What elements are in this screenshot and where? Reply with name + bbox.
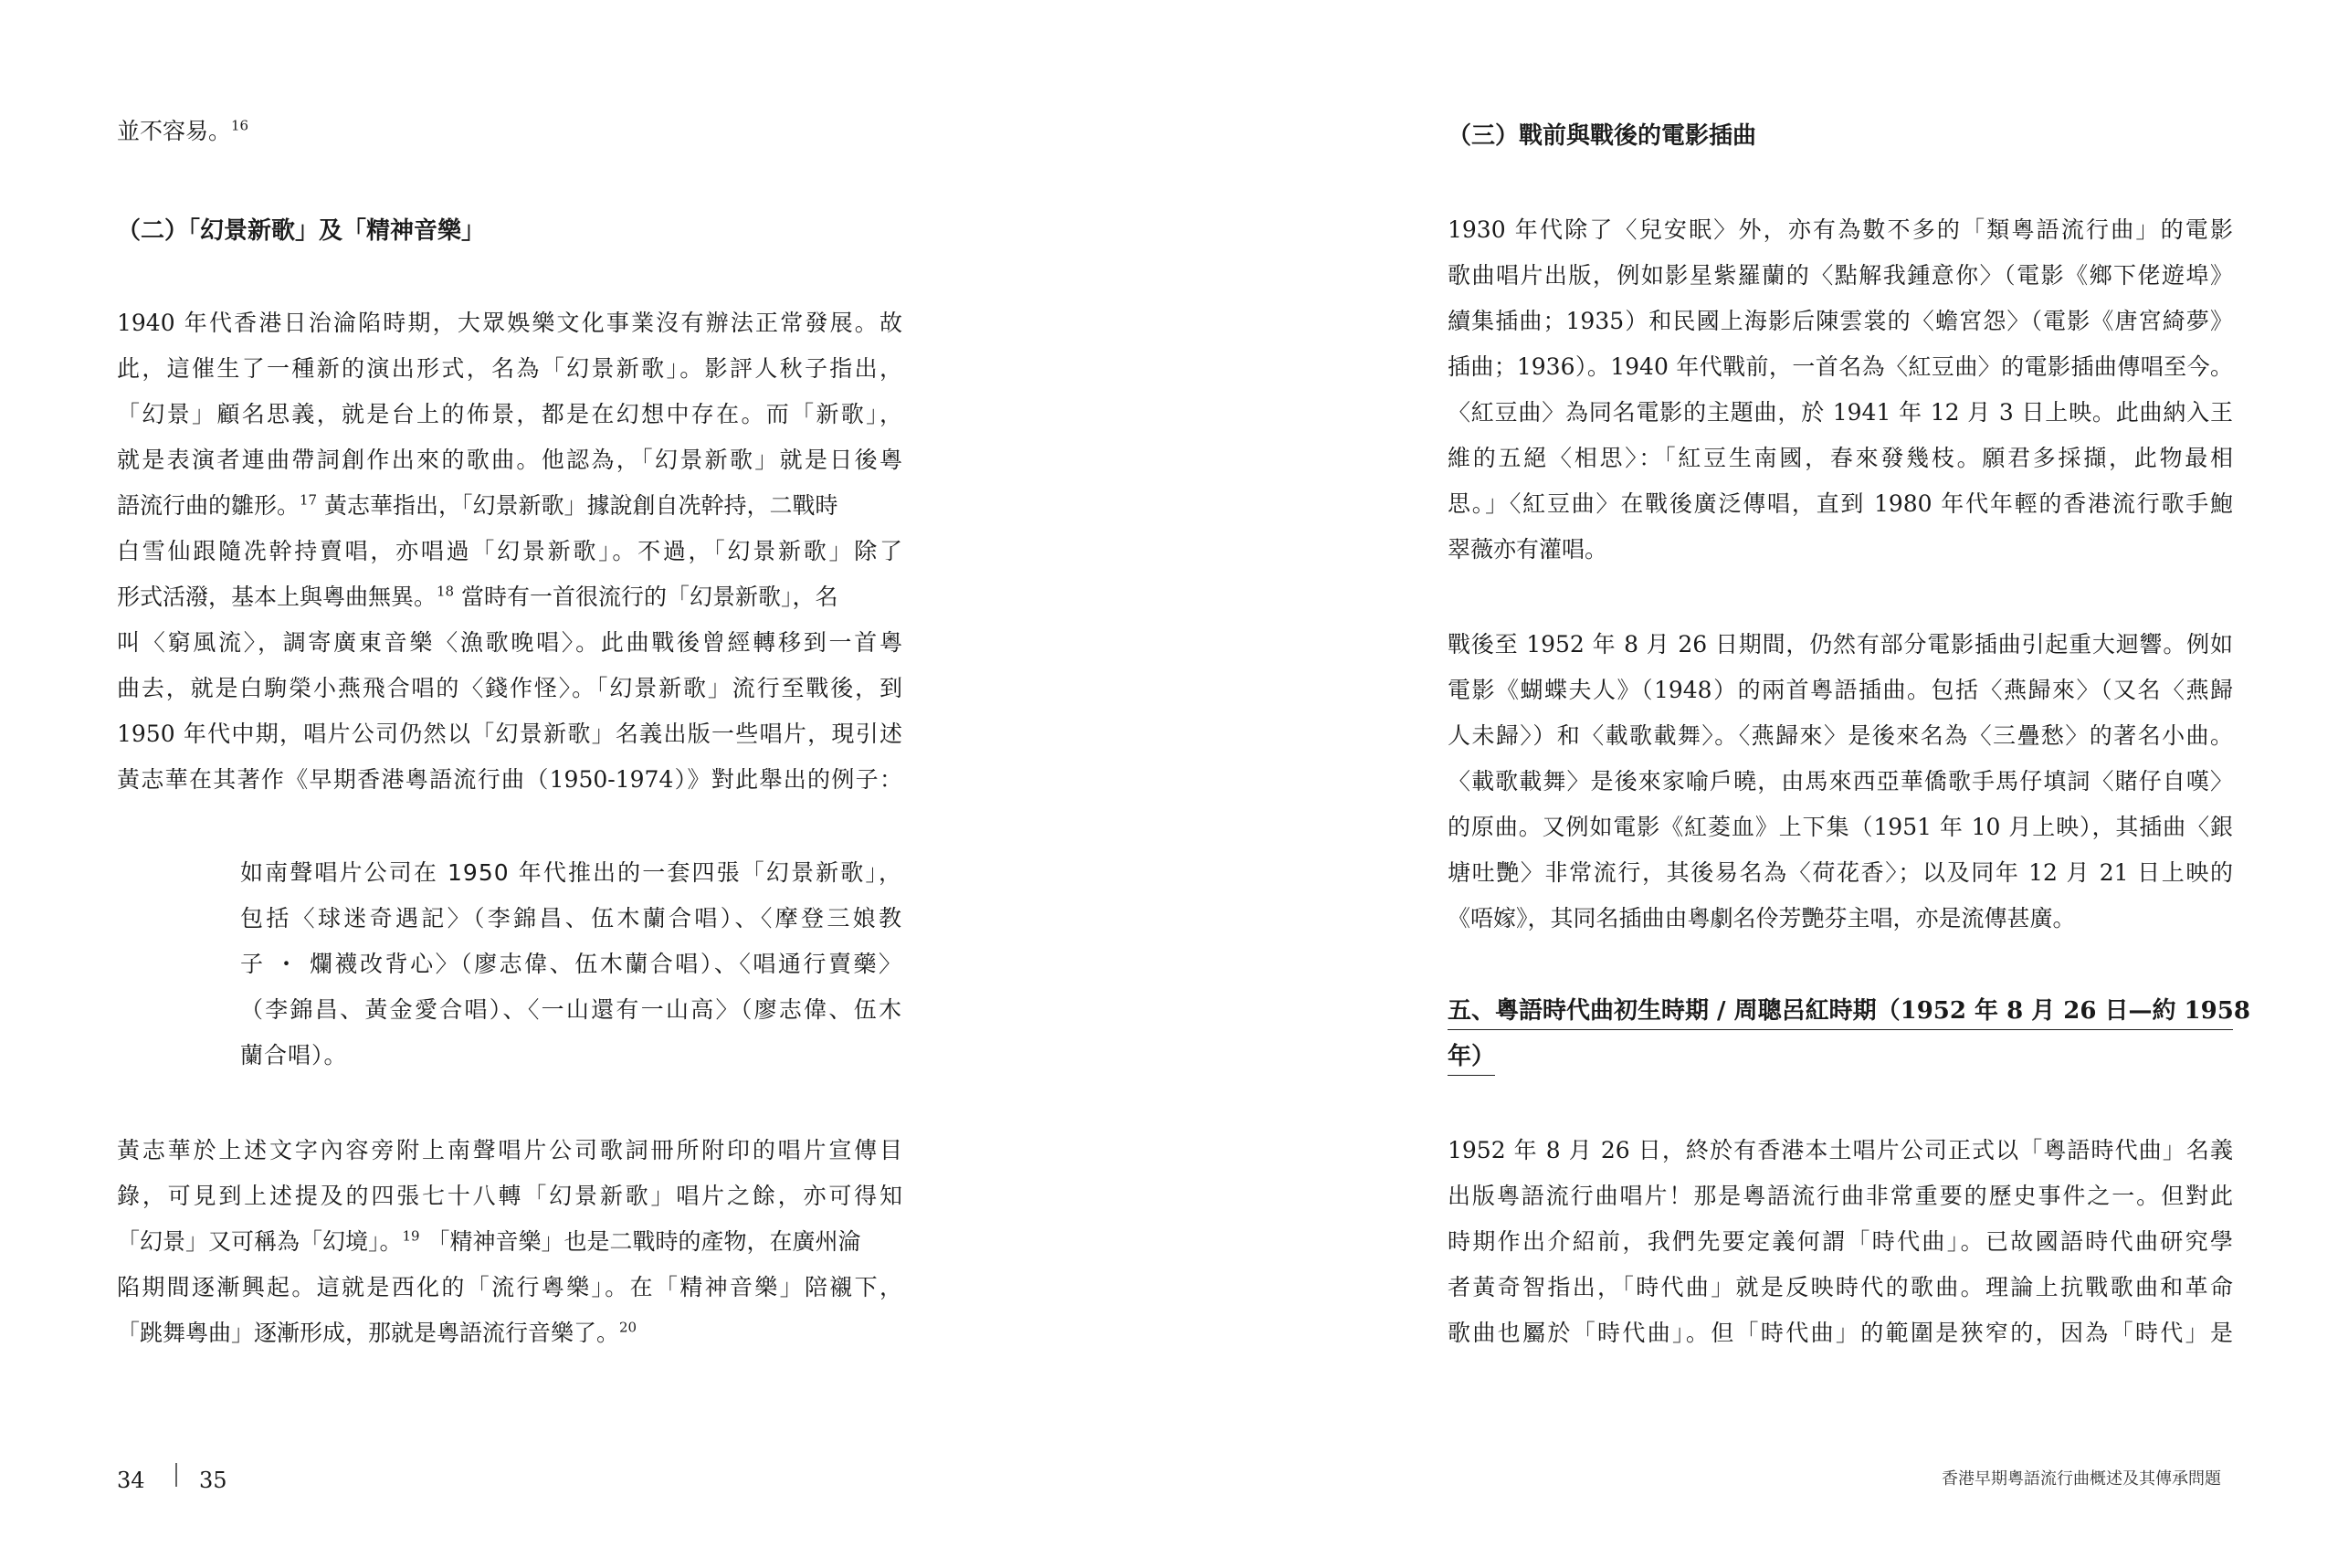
body-line: 此，這催生了一種新的演出形式，名為「幻景新歌」。影評人秋子指出， bbox=[117, 355, 902, 382]
body-line: 〈載歌載舞〉是後來家喻戶曉，由馬來西亞華僑歌手馬仔填詞〈賭仔自嘆〉 bbox=[1448, 768, 2233, 795]
body-line: 〈紅豆曲〉為同名電影的主題曲，於 1941 年 12 月 3 日上映。此曲納入王 bbox=[1448, 399, 2233, 426]
body-line: 語流行曲的雛形。$^{17}$ 黃志華指出，「幻景新歌」據說創自冼幹持，二戰時 bbox=[117, 491, 838, 519]
quote-line: 子 ・ 爛襪改背心〉（廖志偉、伍木蘭合唱）、〈唱通行賣藥〉 bbox=[240, 951, 902, 977]
quote-line: 包括〈球迷奇遇記〉（李錦昌、伍木蘭合唱）、〈摩登三娘教 bbox=[240, 905, 902, 931]
quote-line: 如南聲唱片公司在 1950 年代推出的一套四張「幻景新歌」， bbox=[240, 859, 902, 886]
footnote-ref[interactable]: 20 bbox=[619, 1319, 637, 1336]
body-line: 歌曲唱片出版，例如影星紫羅蘭的〈點解我鍾意你〉（電影《鄉下佬遊埠》 bbox=[1448, 262, 2233, 289]
folio-divider bbox=[175, 1463, 177, 1487]
body-line: 續集插曲；1935）和民國上海影后陳雲裳的〈蟾宮怨〉（電影《唐宮綺夢》 bbox=[1448, 308, 2233, 334]
body-line: 1952 年 8 月 26 日，終於有香港本土唱片公司正式以「粵語時代曲」名義 bbox=[1448, 1137, 2233, 1163]
body-line: 曲去，就是白駒榮小燕飛合唱的〈錢作怪〉。「幻景新歌」流行至戰後，到 bbox=[117, 675, 902, 701]
page-number-right: 35 bbox=[199, 1468, 227, 1493]
body-line: 「幻景」又可稱為「幻境」。$^{19}$ 「精神音樂」也是二戰時的產物，在廣州淪 bbox=[117, 1227, 861, 1255]
chapter-section-heading-cont: 年） bbox=[1448, 1041, 1495, 1076]
body-line: 戰後至 1952 年 8 月 26 日期間，仍然有部分電影插曲引起重大迴響。例如 bbox=[1448, 631, 2233, 658]
quote-line: 蘭合唱）。 bbox=[240, 1042, 348, 1068]
body-line: 思。」〈紅豆曲〉在戰後廣泛傳唱，直到 1980 年代年輕的香港流行歌手鮑 bbox=[1448, 490, 2233, 517]
body-line: 錄，可見到上述提及的四張七十八轉「幻景新歌」唱片之餘，亦可得知 bbox=[117, 1183, 902, 1209]
body-line: 1930 年代除了〈兒安眠〉外，亦有為數不多的「類粵語流行曲」的電影 bbox=[1448, 216, 2233, 243]
running-title: 香港早期粵語流行曲概述及其傳承問題 bbox=[1942, 1469, 2221, 1489]
body-line: 1940 年代香港日治淪陷時期，大眾娛樂文化事業沒有辦法正常發展。故 bbox=[117, 310, 902, 336]
body-line: 《唔嫁》，其同名插曲由粵劇名伶芳艷芬主唱，亦是流傳甚廣。 bbox=[1448, 905, 2076, 931]
body-line: 「跳舞粵曲」逐漸形成，那就是粵語流行音樂了。$^{20}$ bbox=[117, 1319, 637, 1346]
body-line: 並不容易。$^{16}$ bbox=[117, 117, 249, 144]
body-line: 人未歸〉）和〈載歌載舞〉。〈燕歸來〉是後來名為〈三疊愁〉的著名小曲。 bbox=[1448, 722, 2233, 749]
body-line: 1950 年代中期，唱片公司仍然以「幻景新歌」名義出版一些唱片，現引述 bbox=[117, 721, 902, 747]
body-line: 黃志華於上述文字內容旁附上南聲唱片公司歌詞冊所附印的唱片宣傳目 bbox=[117, 1137, 902, 1163]
body-line: 「幻景」顧名思義，就是台上的佈景，都是在幻想中存在。而「新歌」， bbox=[117, 401, 902, 427]
body-line: 者黃奇智指出，「時代曲」就是反映時代的歌曲。理論上抗戰歌曲和革命 bbox=[1448, 1274, 2233, 1300]
body-line: 維的五絕〈相思〉：「紅豆生南國，春來發幾枝。願君多採擷，此物最相 bbox=[1448, 445, 2233, 471]
body-line: 歌曲也屬於「時代曲」。但「時代曲」的範圍是狹窄的，因為「時代」是 bbox=[1448, 1320, 2233, 1346]
body-line: 形式活潑，基本上與粵曲無異。$^{18}$ 當時有一首很流行的「幻景新歌」，名 bbox=[117, 583, 838, 610]
body-line: 陷期間逐漸興起。這就是西化的「流行粵樂」。在「精神音樂」陪襯下， bbox=[117, 1274, 902, 1300]
body-line: 出版粵語流行曲唱片！那是粵語流行曲非常重要的歷史事件之一。但對此 bbox=[1448, 1183, 2233, 1209]
body-line: 的原曲。又例如電影《紅菱血》上下集（1951 年 10 月上映），其插曲〈銀 bbox=[1448, 814, 2233, 840]
body-line: 白雪仙跟隨冼幹持賣唱，亦唱過「幻景新歌」。不過，「幻景新歌」除了 bbox=[117, 538, 902, 564]
footnote-ref[interactable]: 19 bbox=[402, 1227, 420, 1245]
section-subheading: （二）「幻景新歌」及「精神音樂」 bbox=[117, 217, 486, 245]
section-subheading: （三）戰前與戰後的電影插曲 bbox=[1448, 122, 1757, 150]
body-line: 叫〈窮風流〉，調寄廣東音樂〈漁歌晚唱〉。此曲戰後曾經轉移到一首粵 bbox=[117, 629, 902, 656]
body-line: 黃志華在其著作《早期香港粵語流行曲（1950-1974）》對此舉出的例子： bbox=[117, 766, 902, 793]
footnote-ref[interactable]: 17 bbox=[300, 491, 318, 509]
footnote-ref[interactable]: 18 bbox=[437, 583, 455, 600]
page-number-left: 34 bbox=[117, 1468, 145, 1493]
chapter-section-heading: 五、粵語時代曲初生時期 / 周聰呂紅時期（1952 年 8 月 26 日—約 1958 bbox=[1448, 995, 2233, 1030]
body-line: 時期作出介紹前，我們先要定義何謂「時代曲」。已故國語時代曲研究學 bbox=[1448, 1228, 2233, 1255]
body-line: 翠薇亦有灌唱。 bbox=[1448, 536, 1608, 563]
body-line: 塘吐艷〉非常流行，其後易名為〈荷花香〉；以及同年 12 月 21 日上映的 bbox=[1448, 859, 2233, 886]
body-line: 就是表演者連曲帶詞創作出來的歌曲。他認為，「幻景新歌」就是日後粵 bbox=[117, 447, 902, 473]
footnote-ref[interactable]: 16 bbox=[231, 117, 249, 134]
body-line: 插曲；1936）。1940 年代戰前，一首名為〈紅豆曲〉的電影插曲傳唱至今。 bbox=[1448, 353, 2233, 380]
quote-line: （李錦昌、黃金愛合唱）、〈一山還有一山高〉（廖志偉、伍木 bbox=[240, 996, 902, 1023]
right-page bbox=[1169, 0, 2338, 1568]
body-line: 電影《蝴蝶夫人》（1948）的兩首粵語插曲。包括〈燕歸來〉（又名〈燕歸 bbox=[1448, 677, 2233, 703]
